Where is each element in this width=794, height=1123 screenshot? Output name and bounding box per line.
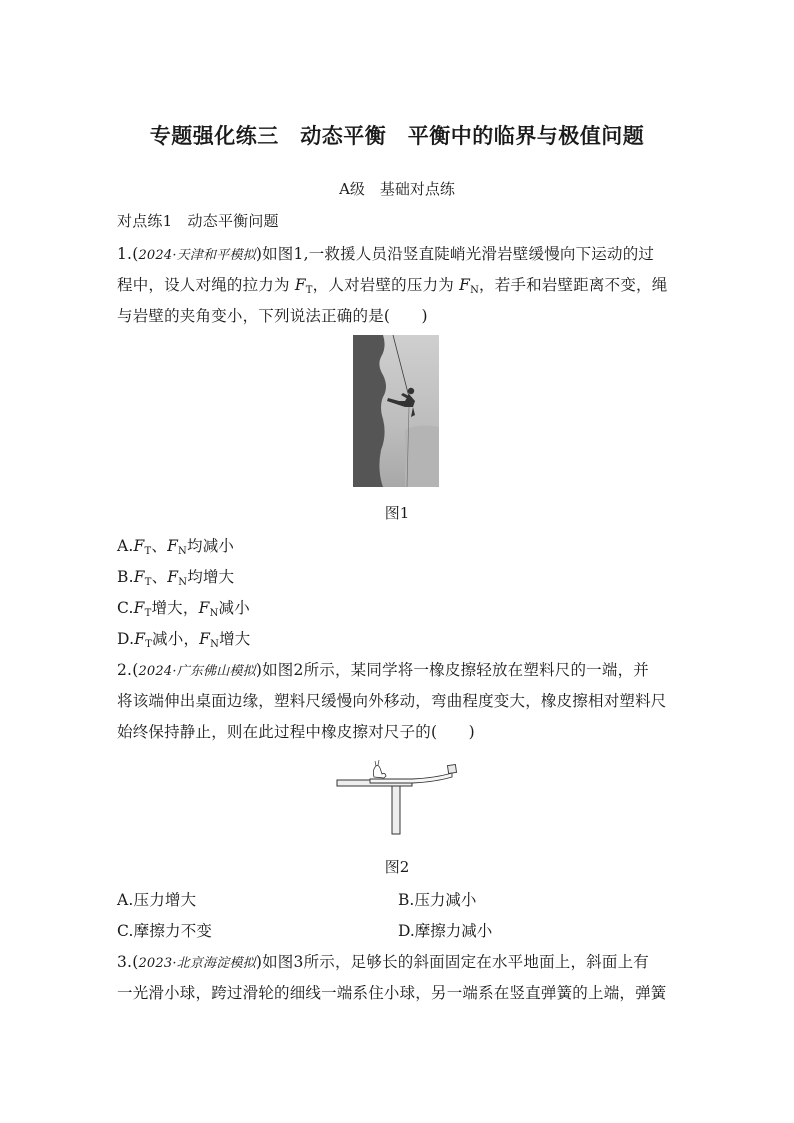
q1-option-a [117, 534, 234, 557]
subscript-n: N [209, 608, 219, 619]
q1-option-c [117, 596, 250, 619]
q1-line1-text: )如图1,一救援人员沿竖直陡峭光滑岩壁缓慢向下运动的过 [255, 245, 655, 263]
page-title: 专题强化练三 动态平衡 平衡中的临界与极值问题 [149, 123, 645, 148]
symbol-f: F [199, 630, 211, 648]
figure-1-climber-image [353, 335, 439, 487]
q1-line2-text-c: ，若手和岩壁距离不变，绳 [479, 276, 668, 294]
symbol-f: F [167, 568, 179, 586]
q2-line1-text: )如图2所示，某同学将一橡皮擦轻放在塑料尺的一端，并 [255, 661, 649, 679]
q3-line2: 一光滑小球，跨过滑轮的细线一端系住小球，另一端系在竖直弹簧的上端，弹簧 [117, 984, 667, 1002]
separator: 、 [151, 537, 168, 555]
q3-line1-text: )如图3所示，足够长的斜面固定在水平地面上，斜面上有 [255, 953, 649, 971]
q1-line1 [117, 242, 654, 264]
q3-number: 3.( [117, 953, 139, 971]
option-b-letter: B. [117, 568, 134, 586]
figure-2-ruler-diagram [330, 760, 465, 838]
subscript-t: T [144, 608, 152, 619]
q1-number: 1.( [117, 245, 139, 263]
symbol-f: F [198, 599, 210, 617]
option-c-letter: C. [117, 599, 134, 617]
q2-source: 2024·广东佛山模拟 [138, 664, 256, 679]
q1-line3: 与岩壁的夹角变小，下列说法正确的是( ) [117, 307, 428, 325]
figure-2-caption: 图2 [384, 858, 410, 876]
symbol-f: F [133, 568, 145, 586]
figure-1-caption: 图1 [384, 504, 410, 522]
option-a-text: 均减小 [187, 537, 235, 555]
q2-option-d: D.摩擦力减小 [398, 922, 493, 940]
subscript-t: T [305, 285, 313, 296]
q2-line3: 始终保持静止，则在此过程中橡皮擦对尺子的( ) [117, 723, 475, 741]
option-d-text-a: 减小， [152, 630, 200, 648]
q1-line2-text-b: ，人对岩壁的压力为 [312, 276, 460, 294]
q2-option-c: C.摩擦力不变 [117, 922, 213, 940]
q1-source: 2024·天津和平模拟 [138, 248, 256, 263]
q2-option-a: A.压力增大 [117, 891, 197, 909]
q2-number: 2.( [117, 661, 139, 679]
symbol-f: F [459, 276, 471, 294]
option-d-text-b: 增大 [219, 630, 251, 648]
q2-option-b: B.压力减小 [398, 891, 477, 909]
q3-line1 [117, 950, 649, 972]
q1-line2-text-a: 程中，设人对绳的拉力为 [117, 276, 295, 294]
level-heading: A级 基础对点练 [339, 180, 455, 198]
symbol-f: F [167, 537, 179, 555]
option-c-text-b: 减小 [218, 599, 250, 617]
symbol-f: F [133, 537, 145, 555]
option-a-letter: A. [117, 537, 134, 555]
q2-line2: 将该端伸出桌面边缘，塑料尺缓慢向外移动，弯曲程度变大，橡皮擦相对塑料尺 [117, 692, 667, 710]
subscript-n: N [178, 577, 188, 588]
subscript-n: N [470, 285, 480, 296]
symbol-f: F [294, 276, 306, 294]
option-d-letter: D. [117, 630, 135, 648]
q1-option-d [117, 627, 250, 650]
q1-line2 [117, 273, 667, 296]
separator: 、 [151, 568, 168, 586]
q1-option-b [117, 565, 234, 588]
q2-line1 [117, 658, 649, 680]
option-b-text: 均增大 [187, 568, 235, 586]
subscript-t: T [144, 546, 152, 557]
subscript-t: T [144, 577, 152, 588]
option-c-text-a: 增大， [151, 599, 199, 617]
symbol-f: F [133, 599, 145, 617]
subscript-t: T [145, 639, 153, 650]
q3-source: 2023·北京海淀模拟 [138, 956, 256, 971]
subscript-n: N [178, 546, 187, 557]
symbol-f: F [134, 630, 146, 648]
subscript-n: N [210, 639, 220, 650]
section-heading: 对点练1 动态平衡问题 [117, 212, 279, 230]
